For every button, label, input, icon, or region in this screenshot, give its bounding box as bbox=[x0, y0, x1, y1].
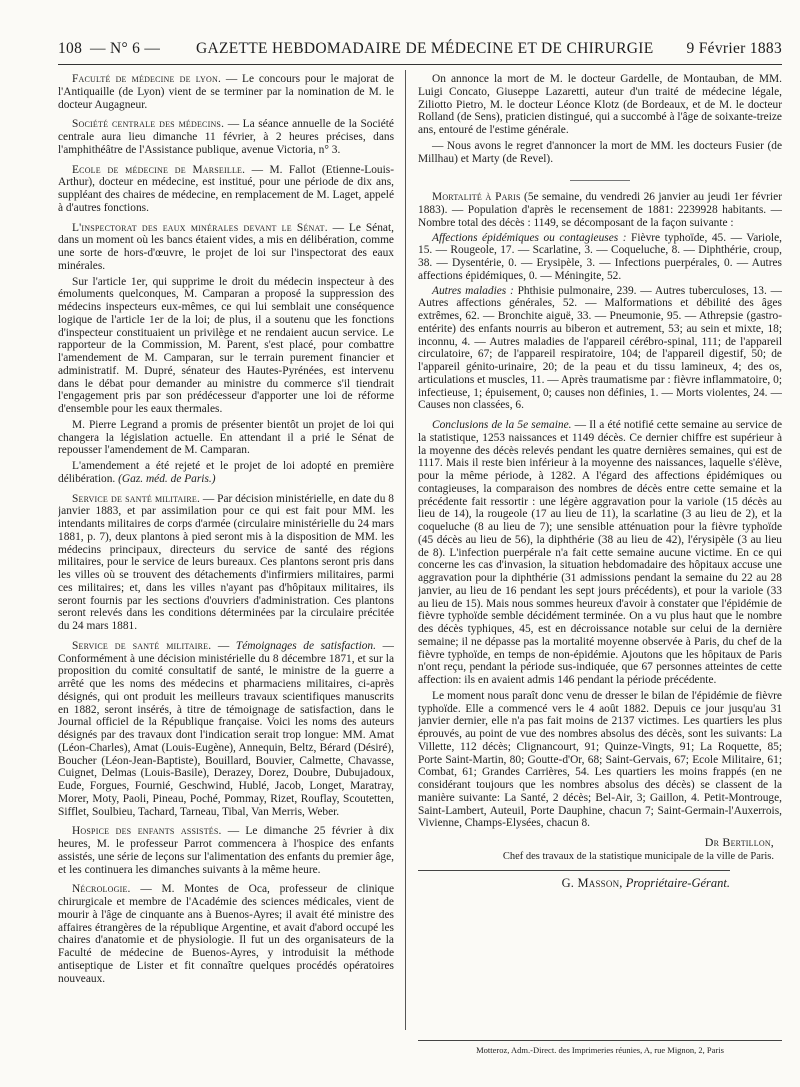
article-mortalite bbox=[418, 191, 782, 229]
signature: Dr Bertillon, bbox=[704, 835, 774, 849]
paragraph-bilan: Le moment nous paraît donc venu de dresser le bilan de l'épidémie de fièvre typhoïde. Elle a commencé vers le 4 août 1882. Depuis ce jour jusqu'au 31 janvier dernier, elle n'a pas fait moins de 2137 victimes. Les quartiers les plus éprouvés, au point de vue des nombres absolus des décès, sont les suivants: La Villette, 112 décès; Clignancourt, 91; Quinze-Vingts, 91; La Roquette, 85; Porte Saint-Martin, 80; Goutte-d'Or, 68; Saint-Gervais, 67; Ecole Militaire, 61; Combat, 61; Grandes Carrières, 54. Les quartiers les moins frappés (en ne considérant toujours que les nombres absolus des décès) se classent de la manière suivante: La Santé, 2 décès; Bel-Air, 3; Gaillon, 4. Petit-Montrouge, Saint-Lambert, Auteuil, Porte Dauphine, chacun 7; Saint-Germain-l'Auxerrois, Vivienne, Champs-Elysées, chacun 8. bbox=[418, 689, 782, 830]
paragraph-inspectorat-4 bbox=[58, 460, 394, 486]
article-hospice bbox=[58, 825, 394, 876]
body-hospice: — Le dimanche 25 février à dix heures, M. le professeur Parrot commencera à l'hospice des enfants assistés, une série de leçons sur l'alimentation des enfants du premier âge, et les continuera les dimanches suivants à la même heure. bbox=[58, 825, 394, 876]
source-citation: (Gaz. méd. de Paris.) bbox=[118, 472, 216, 485]
journal-title: GAZETTE HEBDOMADAIRE DE MÉDECINE ET DE CHIRURGIE bbox=[196, 40, 654, 57]
body-affections: Fièvre typhoïde, 45. — Variole, 15. — Rougeole, 17. — Scarlatine, 3. — Coqueluche, 8. — Diphthérie, croup, 38. — Dysentérie, 0. — Erysipèle, 3. — Infections puerpérales, 0. — Autres affections épidémiques, 0. — Méningite, 52. bbox=[418, 231, 782, 282]
issue-date: 9 Février 1883 bbox=[686, 40, 782, 57]
publisher-line bbox=[418, 870, 730, 890]
body-mortalite: (5e semaine, du vendredi 26 janvier au jeudi 1er février 1883). — Population d'après le recensement de 1881: 2239928 habitants. — Nombre total des décès : 1149, se décomposant de la façon suivante : bbox=[418, 191, 782, 229]
article-societe bbox=[58, 118, 394, 156]
issue-number: — N° 6 — bbox=[90, 40, 161, 57]
paragraph-inspectorat-2: Sur l'article 1er, qui supprime le droit du médecin inspecteur à des émoluments quelconques, M. Camparan a proposé la suppression des médecins inspecteurs eux-mêmes, ce qui lui semblait une conséquence logique de l'article 1er de la loi; de plus, il a soutenu que les fonctions d'inspecteur constituaient un privilège et ne rendaient aucun service. Le rapporteur de la Commission, M. Parent, s'est placé, pour combattre l'amendement de M. Camparan, sur le terrain purement financier et administratif. M. Dupré, sénateur des Hautes-Pyrénées, est intervenu dans le débat pour demander au ministre du commerce s'il tiendrait l'engagement pris par son prédécesseur d'apporter une loi de réforme d'ensemble pour les eaux thermales. bbox=[58, 275, 394, 415]
article-service-sante-1 bbox=[58, 493, 394, 633]
heading-societe: Société centrale des médecins. bbox=[72, 118, 225, 131]
signature-title: Chef des travaux de la statistique municipale de la ville de Paris. bbox=[502, 850, 774, 862]
left-column bbox=[58, 73, 394, 1058]
heading-necrologie: Nécrologie. bbox=[72, 883, 131, 896]
body-inspectorat-4: L'amendement a été rejeté et le projet de loi adopté en première délibération. bbox=[58, 460, 394, 485]
obituary-paragraph-2: — Nous avons le regret d'annoncer la mort de MM. les docteurs Fusier (de Millhau) et Marty (de Revel). bbox=[418, 139, 782, 165]
article-lyon bbox=[58, 73, 394, 111]
paragraph-conclusions bbox=[418, 419, 782, 687]
article-marseille bbox=[58, 164, 394, 215]
article-inspectorat bbox=[58, 222, 394, 273]
paragraph-inspectorat-3: M. Pierre Legrand a promis de présenter bientôt un projet de loi qui changera la législation actuelle. En attendant il a prié le Sénat de repousser l'amendement de M. Camparan. bbox=[58, 418, 394, 457]
heading-autres-maladies: Autres maladies : bbox=[432, 284, 514, 297]
section-separator bbox=[570, 172, 630, 181]
body-service-sante-2: — Conformément à une décision ministérielle du 8 décembre 1871, et sur la proposition du comité consultatif de santé, le ministre de la guerre a arrêté que les noms des médecins et pharmaciens militaires, ci-après désignés, qui ont produit les meilleurs travaux scientifiques manuscrits en 1882, seront insérés, à titre de témoignage de satisfaction, dans le Journal officiel de la République française. Voici les noms des auteurs désignés par des travaux dont l'indication serait trop longue: MM. Amat (Léon-Charles), Amat (Louis-Eugène), Annequin, Beltz, Bérard (Désiré), Boucher (Léon-Jean-Baptiste), Bouillard, Bouvier, Calmette, Chavasse, Cuignet, Delmas (Louis-Basile), Derazey, Dorez, Doubre, Dubujadoux, Eude, Forgues, Fournié, Geschwind, Hublé, Jacob, Longet, Maratray, Morer, Moty, Paoli, Pineau, Poché, Pommay, Rizet, Rouflay, Scoutetten, Sifflet, Soulbieu, Tachard, Tarneau, Tibal, Van Merris, Weber. bbox=[58, 639, 394, 818]
heading-mortalite: Mortalité à Paris bbox=[432, 191, 521, 204]
heading-service-sante-1: Service de santé militaire. bbox=[72, 492, 201, 505]
body-inspectorat: — Le Sénat, dans un moment où les bancs étaient vides, a mis en délibération, comme une sorte de hors-d'œuvre, le projet de loi sur l'inspectorat des eaux minérales. bbox=[58, 221, 394, 272]
printer-line: Motteroz, Adm.-Direct. des Imprimeries réunies, A, rue Mignon, 2, Paris bbox=[418, 1040, 782, 1055]
body-necrologie: — M. Montes de Oca, professeur de clinique chirurgicale et membre de l'Académie des sciences médicales, vient de mourir à l'âge de cinquante ans à Buenos-Ayres; il avait été ministre des affaires étrangères de la république Argentine, et avait d'abord occupé les chaires d'anatomie et de physiologie. Il fut un des organisateurs de la Faculté de médecine de Buenos-Ayres, y introduisit la méthode antiseptique de Lister et fit connaître quelques procédés opératoires nouveaux. bbox=[58, 883, 394, 985]
paragraph-autres-maladies bbox=[418, 285, 782, 413]
body-service-sante-1: — Par décision ministérielle, en date du 8 janvier 1883, et par assimilation pour ce qui est fait pour MM. les intendants militaires de corps d'armée (circulaire ministérielle du 24 mars 1881, p. 7), deux plantons à pied seront mis à la disposition de MM. les médecins principaux, directeurs du service de santé des régions militaires, pour le service de leurs bureaux. Ces plantons seront pris dans les villes où se trouvent des détachements d'infirmiers militaires, parmi ces militaires; et, dans les villes n'ayant pas d'hôpitaux militaires, ils seront fournis par les sections d'ouvriers d'administration. Ces plantons seront relevés dans les conditions déterminées par la circulaire précitée du 24 mars 1881. bbox=[58, 492, 394, 632]
obituary-paragraph-1: On annonce la mort de M. le docteur Gardelle, de Montauban, de MM. Luigi Concato, Giuseppe Lazaretti, auteur d'un traité de médecine légale, Ziliotto Pietro, M. le docteur Léonce Klotz (de Bordeaux, et de M. le docteur Rolland (de Sens), praticien distingué, qui a succombé à l'âge de soixante-treize ans, entouré de l'estime générale. bbox=[418, 73, 782, 136]
heading-hospice: Hospice des enfants assistés. bbox=[72, 825, 222, 838]
publisher-name: G. Masson, bbox=[561, 875, 623, 890]
body-lyon: — Le concours pour le majorat de l'Antiquaille (de Lyon) vient de se terminer par la nomination de M. le docteur Augagneur. bbox=[58, 73, 394, 111]
heading-affections: Affections épidémiques ou contagieuses : bbox=[432, 231, 627, 244]
page-number: 108 bbox=[58, 40, 83, 57]
heading-inspectorat: L'inspectorat des eaux minérales devant le Sénat. bbox=[72, 221, 328, 234]
column-divider bbox=[405, 70, 406, 1030]
body-conclusions: — Il a été notifié cette semaine au service de la statistique, 1253 naissances et 1149 décès. Ce dernier chiffre est supérieur à la moyenne des décès relevés pendant les quatre dernières semaines, qui est de 1117. Mais il reste bien inférieur à la moyenne des naissances, laquelle s'élève, pour la même période, à 1282. A l'égard des affections épidémiques ou contagieuses, la comparaison des nombres de décès entre cette semaine et la précédente fait ressortir : une légère aggravation pour la variole (15 décès au lieu de 14), la rougeole (17 au lieu de 11), la scarlatine (3 au lieu de 2), et la coqueluche (8 au lieu de 7); une sensible atténuation pour la fièvre typhoïde (45 décès au lieu de 56), la diphthérie (38 au lieu de 42), l'érysipèle (3 au lieu de 8). L'infection puerpérale n'a fait cette semaine aucune victime. En ce qui concerne les cas d'invasion, la situation hebdomadaire des hôpitaux accuse une aggravation pour la diphthérie (31 admissions pendant la semaine du 22 au 28 janvier, au lieu de 16 pendant les sept jours précédents), et pour la variole (33 au lieu de 15). Mais nous sommes heureux d'avoir à constater que l'épidémie de fièvre typhoïde semble décidément terminée. On a vu plus haut que le nombre des décès typhiques, 45, est en décroissance notable sur celui de la dernière semaine; il ne dépasse pas la mortalité moyenne observée à Paris, du chef de la fièvre typhoïde, en temps de non-épidémie. Ajoutons que les hôpitaux de Paris n'ont reçu, pendant la période sus-indiquée, que 67 personnes atteintes de cette affection: ils en avaient admis 146 pendant la période précédente. bbox=[418, 419, 782, 686]
subheading-temoignages: Témoignages de satisfaction. bbox=[235, 639, 376, 652]
heading-marseille: Ecole de médecine de Marseille. bbox=[72, 163, 246, 176]
article-service-sante-2: Service de santé militaire. — Témoignages de satisfaction. — Conformément à une décision ministérielle du 8 décembre 1871, et sur la proposition du comité consultatif de santé, le ministre de la guerre a arrêté que les noms des médecins et pharmaciens militaires, ci-après désignés, qui ont produit les meilleurs travaux scientifiques manuscrits en 1882, seront insérés, à titre de témoignage de satisfaction, dans le Journal officiel de la République française. Voici les noms des auteurs désignés par des travaux dont l'indication serait trop longue: MM. Amat (Léon-Charles), Amat (Louis-Eugène), Annequin, Beltz, Bérard (Désiré), Boucher (Léon-Jean-Baptiste), Bouillard, Bouvier, Calmette, Chavasse, Cuignet, Delmas (Louis-Basile), Derazey, Dorez, Doubre, Dubujadoux, Eude, Forgues, Fournié, Geschwind, Hublé, Jacob, Longet, Maratray, Morer, Moty, Paoli, Pineau, Poché, Pommay, Rizet, Rouflay, Scoutetten, Sifflet, Soulbieu, Tachard, Tarneau, Tibal, Van Merris, Weber. bbox=[58, 639, 394, 818]
right-column bbox=[418, 73, 782, 1033]
article-necrologie bbox=[58, 883, 394, 985]
body-societe: — La séance annuelle de la Société centrale aura lieu dimanche 11 février, à 2 heures précises, dans l'amphithéâtre de l'Assistance publique, avenue Victoria, n° 3. bbox=[58, 118, 394, 156]
publisher-title: Propriétaire-Gérant. bbox=[625, 875, 730, 890]
header-rule bbox=[58, 64, 782, 65]
heading-conclusions: Conclusions de la 5e semaine. bbox=[432, 419, 572, 431]
heading-service-sante-2: Service de santé militaire. bbox=[72, 639, 212, 652]
body-marseille: — M. Fallot (Etienne-Louis-Arthur), docteur en médecine, est institué, pour une période de dix ans, suppléant des chaires de médecine, en remplacement de M. Laget, appelé à d'autres fonctions. bbox=[58, 163, 394, 214]
running-header bbox=[58, 40, 782, 60]
paragraph-affections bbox=[418, 232, 782, 283]
body-autres-maladies: Phthisie pulmonaire, 239. — Autres tuberculoses, 13. — Autres affections générales, 52. — Malformations et débilité des âges extrêmes, 62. — Bronchite aiguë, 33. — Pneumonie, 95. — Athrepsie (gastro-entérite) des enfants nourris au biberon et autrement, 53; au sein et mixte, 18; inconnu, 4. — Autres maladies de l'appareil cérébro-spinal, 111; de l'appareil circulatoire, 67; de l'appareil respiratoire, 104; de l'appareil digestif, 50; de l'appareil génito-urinaire, 20; de la peau et du tissu lamineux, 4; des os, articulations et muscles, 11. — Après traumatisme par : fièvre inflammatoire, 0; infectieuse, 1; épuisement, 0; causes non définies, 1. — Morts violentes, 24. — Causes non classées, 6. bbox=[418, 284, 782, 412]
heading-lyon: Faculté de médecine de lyon. bbox=[72, 73, 221, 85]
